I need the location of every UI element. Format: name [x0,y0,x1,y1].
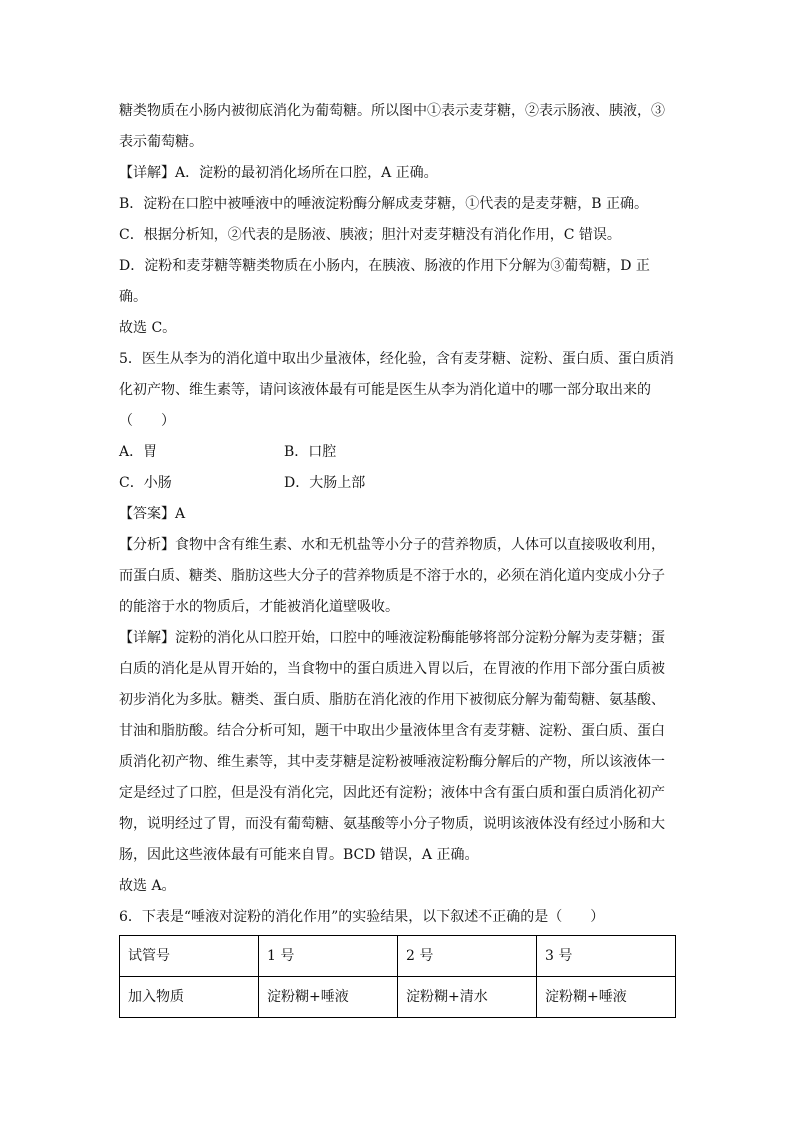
text-line: 糖类物质在小肠内被彻底消化为葡萄糖。所以图中①表示麦芽糖，②表示肠液、胰液，③ [119,103,665,119]
options-row [119,437,679,468]
experiment-table [119,935,676,1018]
table-row [120,977,676,1018]
table-cell: 1 号 [259,936,398,977]
table-cell: 加入物质 [120,977,259,1018]
answer-line: 【答案】A [119,506,186,522]
detail-line: 定是经过了口腔，但是没有消化完，因此还有淀粉；液体中含有蛋白质和蛋白质消化初产 [119,785,665,801]
detail-line: 质消化初产物、维生素等，其中麦芽糖是淀粉被唾液淀粉酶分解后的产物，所以该液体一 [119,754,665,770]
question-6-line: 6．下表是“唾液对淀粉的消化作用”的实验结果，以下叙述不正确的是（ ） [119,909,605,925]
question-5-line: 化初产物、维生素等，请问该液体最有可能是医生从李为消化道中的哪一部分取出来的 [119,382,651,398]
detail-line: 甘油和脂肪酸。结合分析可知，题干中取出少量液体里含有麦芽糖、淀粉、蛋白质、蛋白 [119,723,665,739]
option-b: B．口腔 [284,444,337,460]
option-c: C．小肠 [119,475,172,491]
analysis-line: 而蛋白质、糖类、脂肪这些大分子的营养物质是不溶于水的，必须在消化道内变成小分子 [119,568,665,584]
question-5-line: （ ） [119,413,175,429]
options-row [119,468,679,499]
text-line: D．淀粉和麦芽糖等糖类物质在小肠内，在胰液、肠液的作用下分解为③葡萄糖，D 正 [119,258,650,274]
text-line: B．淀粉在口腔中被唾液中的唾液淀粉酶分解成麦芽糖，①代表的是麦芽糖，B 正确。 [119,196,649,212]
detail-line: 肠，因此这些液体最有可能来自胃。BCD 错误，A 正确。 [119,847,479,863]
text-line: 故选 C。 [119,320,177,336]
table-cell: 3 号 [537,936,676,977]
analysis-line: 【分析】食物中含有维生素、水和无机盐等小分子的营养物质，人体可以直接吸收利用， [119,537,665,553]
table-cell: 淀粉糊+唾液 [537,977,676,1018]
detail-line: 【详解】淀粉的消化从口腔开始，口腔中的唾液淀粉酶能够将部分淀粉分解为麦芽糖；蛋 [119,630,665,646]
question-5-line: 5．医生从李为的消化道中取出少量液体，经化验，含有麦芽糖、淀粉、蛋白质、蛋白质消 [119,351,674,367]
table-cell: 试管号 [120,936,259,977]
option-a: A．胃 [119,444,158,460]
table-row [120,936,676,977]
conclusion-line: 故选 A。 [119,878,176,894]
analysis-line: 的能溶于水的物质后，才能被消化道壁吸收。 [119,599,399,615]
table-cell: 淀粉糊+清水 [398,977,537,1018]
detail-line: 初步消化为多肽。糖类、蛋白质、脂肪在消化液的作用下被彻底分解为葡萄糖、氨基酸、 [119,692,665,708]
table-cell: 2 号 [398,936,537,977]
option-d: D．大肠上部 [284,475,366,491]
text-line: 表示葡萄糖。 [119,134,203,150]
detail-line: 白质的消化是从胃开始的，当食物中的蛋白质进入胃以后，在胃液的作用下部分蛋白质被 [119,661,665,677]
detail-line: 物，说明经过了胃，而没有葡萄糖、氨基酸等小分子物质，说明该液体没有经过小肠和大 [119,816,665,832]
document-body [119,96,679,1018]
table-cell: 淀粉糊+唾液 [259,977,398,1018]
text-line: C．根据分析知，②代表的是肠液、胰液；胆汁对麦芽糖没有消化作用，C 错误。 [119,227,621,243]
text-line: 【详解】A．淀粉的最初消化场所在口腔，A 正确。 [119,165,438,181]
text-line: 确。 [119,289,147,305]
